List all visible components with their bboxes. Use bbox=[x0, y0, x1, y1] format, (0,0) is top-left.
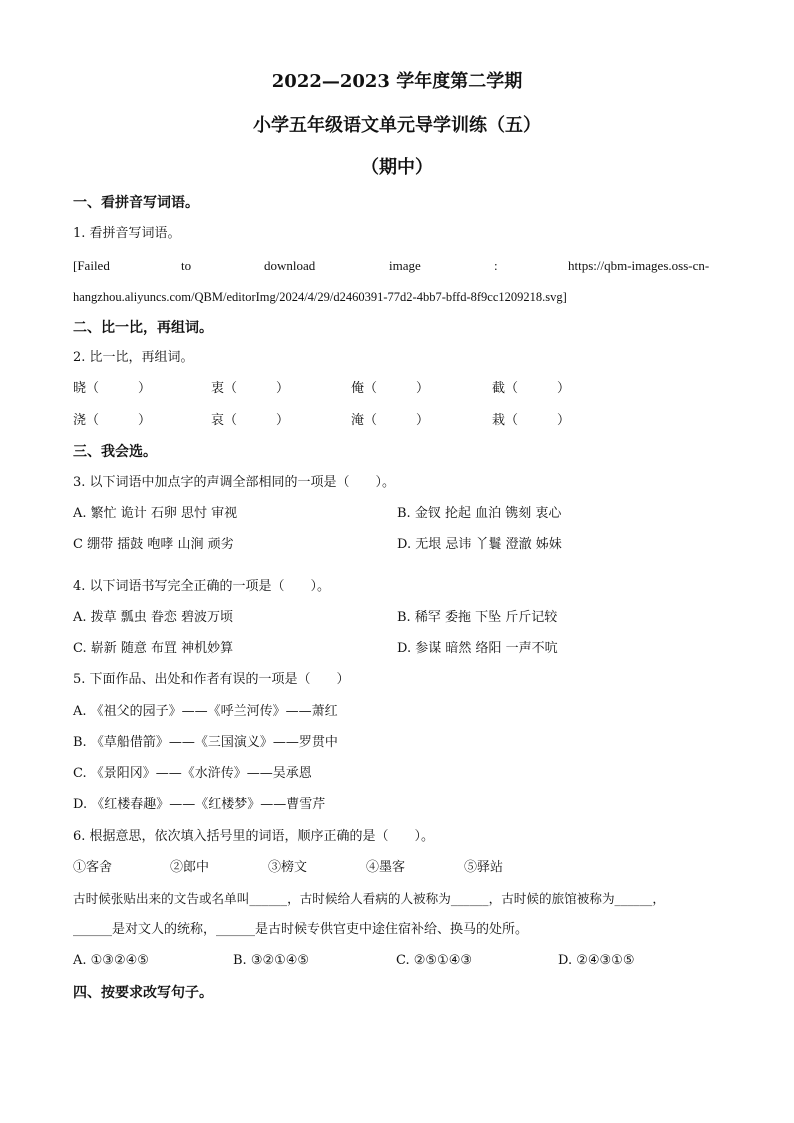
failed-word: : bbox=[494, 258, 498, 273]
compare-item: 淹（ ） bbox=[351, 413, 430, 428]
compare-item: 浇（ ） bbox=[73, 413, 152, 428]
question-5-option-d: D. 《红楼春趣》——《红楼梦》——曹雪芹 bbox=[73, 797, 326, 812]
question-4-option-a: A. 拨草 瓢虫 眷恋 碧波万顷 bbox=[73, 610, 234, 625]
section-heading-4: 四、按要求改写句子。 bbox=[73, 985, 213, 1001]
question-3-option-a: A. 繁忙 诡计 石卵 思忖 审视 bbox=[73, 506, 238, 521]
compare-item: 衷（ ） bbox=[211, 381, 290, 396]
question-6-word: ①客舍 bbox=[73, 860, 113, 875]
compare-item: 哀（ ） bbox=[211, 413, 290, 428]
question-3-option-b: B. 金钗 抡起 血泊 镌刻 衷心 bbox=[397, 506, 562, 521]
question-6-text-line2: ______是对文人的统称，______是古时候专供官吏中途住宿补给、换马的处所。 bbox=[73, 922, 529, 937]
question-5-stem: 5. 下面作品、出处和作者有误的一项是（ ） bbox=[73, 672, 350, 687]
section-heading-1: 一、看拼音写词语。 bbox=[73, 195, 199, 211]
question-6-stem: 6. 根据意思，依次填入括号里的词语，顺序正确的是（ ）。 bbox=[73, 829, 435, 844]
section-heading-2: 二、比一比，再组词。 bbox=[73, 320, 213, 336]
failed-word: to bbox=[181, 258, 192, 273]
question-6-answer-d: D. ②④③①⑤ bbox=[558, 953, 635, 968]
failed-image-url: hangzhou.aliyuncs.com/QBM/editorImg/2024/4/29/d2460391-77d2-4bb7-bffd-8f9cc1209218.svg] bbox=[73, 290, 567, 304]
question-4-option-b: B. 稀罕 委拖 下坠 斤斤记较 bbox=[397, 610, 558, 625]
compare-item: 俺（ ） bbox=[351, 381, 430, 396]
question-6-word: ③榜文 bbox=[268, 860, 308, 875]
question-6-text-line1: 古时候张贴出来的文告或名单叫______，古时候给人看病的人被称为______，古时候的旅馆被称为______， bbox=[73, 891, 665, 906]
question-6-word: ⑤驿站 bbox=[464, 860, 504, 875]
question-4-option-c: C. 崭新 随意 布罝 神机妙算 bbox=[73, 641, 234, 656]
question-5-option-a: A. 《祖父的园子》——《呼兰河传》——萧红 bbox=[73, 704, 338, 719]
exam-year-title: 2022—2023 学年度第二学期 bbox=[271, 71, 523, 92]
compare-item: 晓（ ） bbox=[73, 381, 152, 396]
compare-item: 截（ ） bbox=[492, 381, 571, 396]
failed-word: [Failed bbox=[73, 258, 110, 273]
exam-name-title: 小学五年级语文单元导学训练（五） bbox=[253, 115, 541, 136]
question-1-stem: 1. 看拼音写词语。 bbox=[73, 226, 181, 241]
question-6-word: ②郎中 bbox=[170, 860, 210, 875]
question-3-option-c: C 绷带 擂鼓 咆哮 山涧 顽劣 bbox=[73, 537, 234, 552]
question-3-option-d: D. 无垠 忌讳 丫鬟 澄澈 姊妹 bbox=[397, 537, 562, 552]
question-6-answer-a: A. ①③②④⑤ bbox=[73, 953, 149, 968]
question-3-stem: 3. 以下词语中加点字的声调全部相同的一项是（ ）。 bbox=[73, 475, 396, 490]
question-5-option-c: C. 《景阳冈》——《水浒传》——吴承恩 bbox=[73, 766, 312, 781]
question-6-answer-b: B. ③②①④⑤ bbox=[233, 953, 310, 968]
question-2-stem: 2. 比一比，再组词。 bbox=[73, 350, 194, 365]
question-4-option-d: D. 参谋 暗然 络阳 一声不吭 bbox=[397, 641, 558, 656]
section-heading-3: 三、我会选。 bbox=[73, 444, 157, 460]
question-6-answer-c: C. ②⑤①④③ bbox=[396, 953, 473, 968]
compare-item: 栽（ ） bbox=[492, 413, 571, 428]
question-6-word: ④墨客 bbox=[366, 860, 406, 875]
failed-word: download bbox=[264, 258, 316, 273]
question-5-option-b: B. 《草船借箭》——《三国演义》——罗贯中 bbox=[73, 735, 338, 750]
failed-word: image bbox=[389, 258, 421, 273]
exam-subtitle: （期中） bbox=[361, 157, 433, 178]
question-4-stem: 4. 以下词语书写完全正确的一项是（ ）。 bbox=[73, 579, 331, 594]
failed-word: https://qbm-images.oss-cn- bbox=[568, 258, 710, 273]
